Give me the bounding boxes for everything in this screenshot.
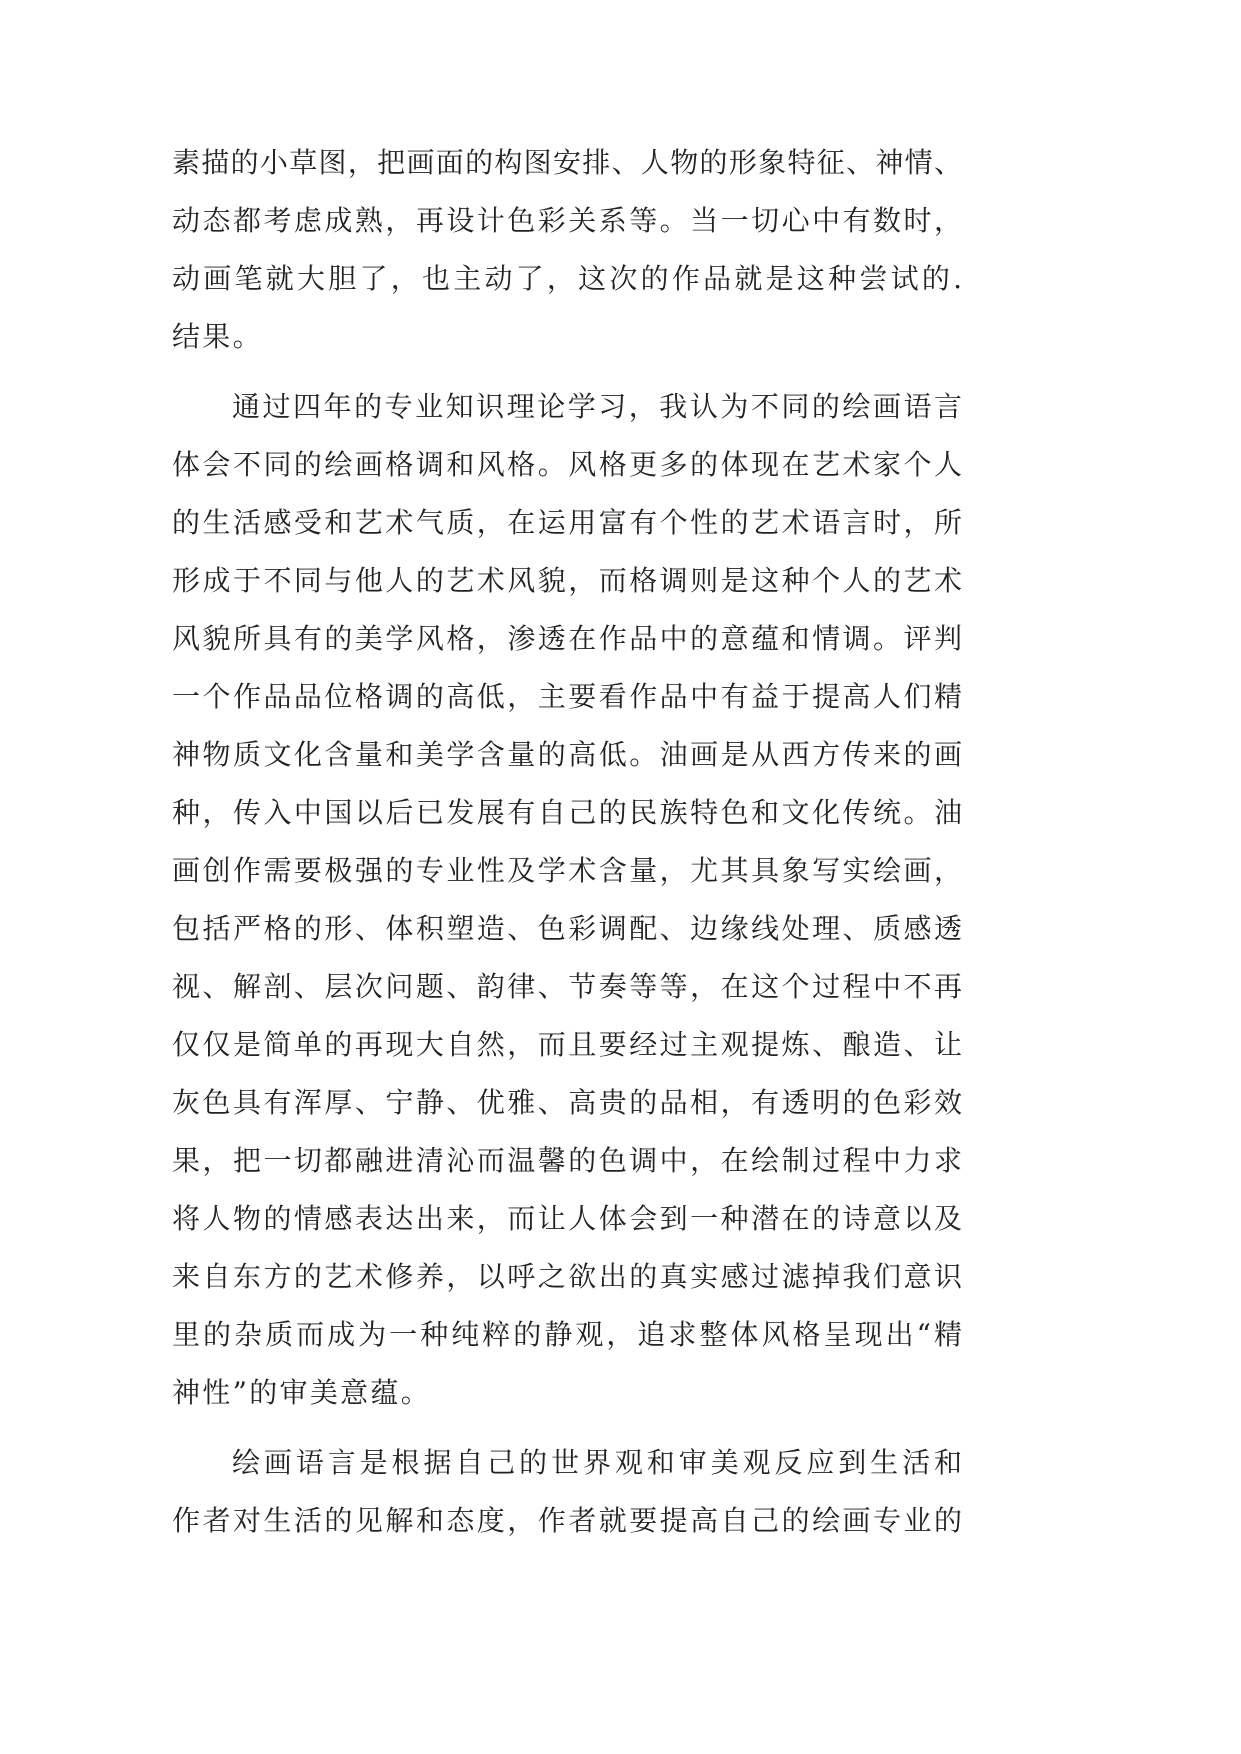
text-line: 包括严格的形、体积塑造、色彩调配、边缘线处理、质感透 — [172, 912, 962, 945]
paragraph-1 — [172, 134, 962, 366]
text-line: 来自东方的艺术修养，以呼之欲出的真实感过滤掉我们意识 — [172, 1260, 962, 1293]
text-line: 结果。 — [172, 320, 263, 353]
text-line: 将人物的情感表达出来，而让人体会到一种潜在的诗意以及 — [172, 1202, 962, 1235]
text-line: 动画笔就大胆了，也主动了，这次的作品就是这种尝试的. — [172, 262, 962, 295]
text-line: 的生活感受和艺术气质，在运用富有个性的艺术语言时，所 — [172, 506, 962, 539]
text-line: 果，把一切都融进清沁而温馨的色调中，在绘制过程中力求 — [172, 1144, 962, 1177]
text-line: 仅仅是简单的再现大自然，而且要经过主观提炼、酿造、让 — [172, 1028, 962, 1061]
text-line: 种，传入中国以后已发展有自己的民族特色和文化传统。油 — [172, 796, 962, 829]
text-line: 形成于不同与他人的艺术风貌，而格调则是这种个人的艺术 — [172, 564, 962, 597]
text-line: 风貌所具有的美学风格，渗透在作品中的意蕴和情调。评判 — [172, 622, 962, 655]
text-line: 里的杂质而成为一种纯粹的静观，追求整体风格呈现出“精 — [172, 1318, 962, 1351]
text-line: 神性”的审美意蕴。 — [172, 1376, 432, 1409]
paragraph-2 — [172, 378, 962, 1422]
text-line: 动态都考虑成熟，再设计色彩关系等。当一切心中有数时， — [172, 204, 962, 237]
text-line: 绘画语言是根据自己的世界观和审美观反应到生活和 — [232, 1446, 962, 1479]
text-line: 视、解剖、层次问题、韵律、节奏等等，在这个过程中不再 — [172, 970, 962, 1003]
text-line: 一个作品品位格调的高低，主要看作品中有益于提高人们精 — [172, 680, 962, 713]
document-body — [172, 134, 962, 1550]
text-line: 体会不同的绘画格调和风格。风格更多的体现在艺术家个人 — [172, 448, 962, 481]
text-line: 神物质文化含量和美学含量的高低。油画是从西方传来的画 — [172, 738, 962, 771]
text-line: 作者对生活的见解和态度，作者就要提高自己的绘画专业的 — [172, 1504, 962, 1537]
text-line: 通过四年的专业知识理论学习，我认为不同的绘画语言 — [232, 390, 962, 423]
paragraph-3 — [172, 1434, 962, 1550]
text-line: 素描的小草图，把画面的构图安排、人物的形象特征、神情、 — [172, 146, 962, 179]
text-line: 画创作需要极强的专业性及学术含量，尤其具象写实绘画， — [172, 854, 962, 887]
text-line: 灰色具有浑厚、宁静、优雅、高贵的品相，有透明的色彩效 — [172, 1086, 962, 1119]
